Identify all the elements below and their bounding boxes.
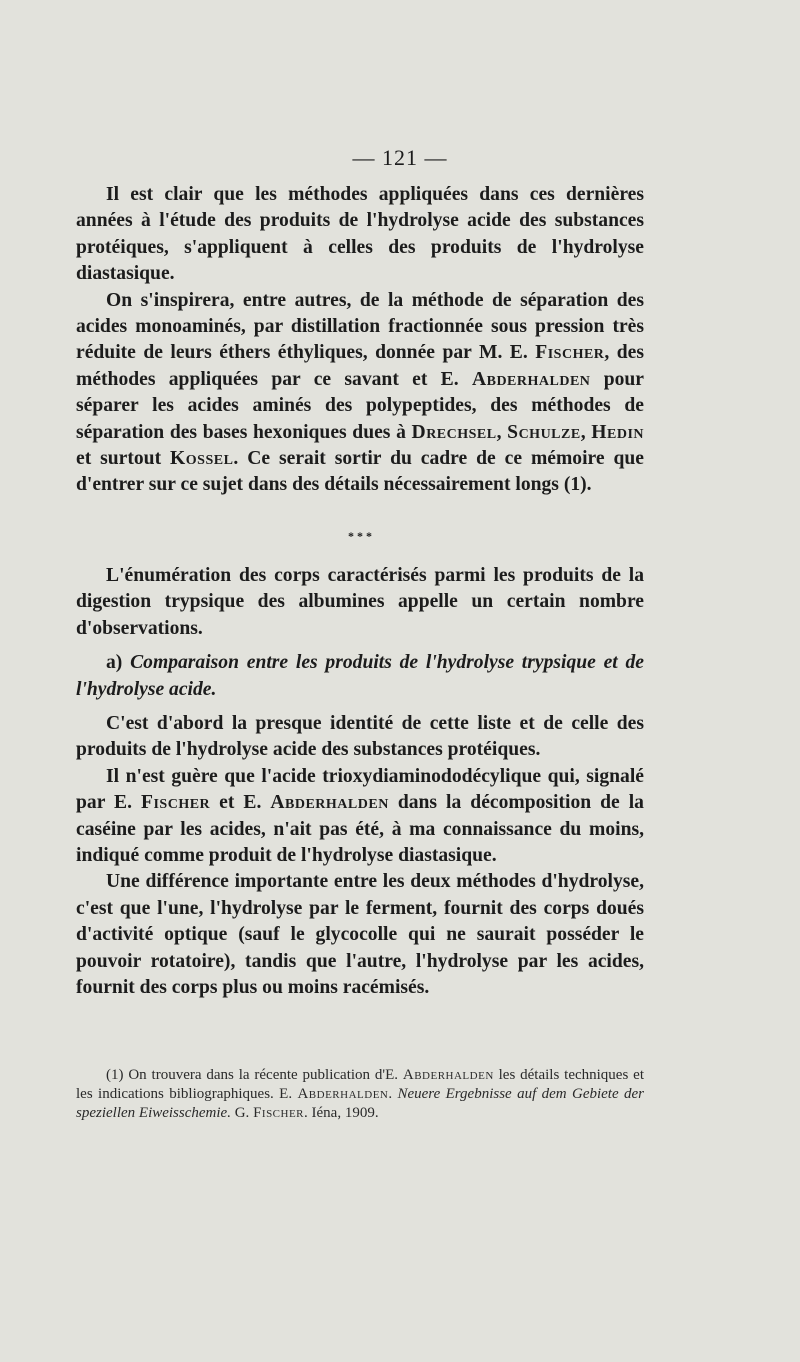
- spacer: [76, 703, 644, 711]
- main-text: [76, 182, 644, 1001]
- footnote-sep: .: [388, 1086, 398, 1102]
- author-abderhalden: Abderhalden: [270, 792, 389, 814]
- footnote-text-a: (1) On trouvera dans la récente publication d'E.: [106, 1067, 403, 1083]
- section-separator: [76, 528, 644, 543]
- author-kossel: Kossel: [170, 448, 234, 470]
- paragraph-a2: [76, 764, 644, 870]
- page-number-header: — 121 —: [352, 145, 448, 170]
- comma-1: ,: [496, 421, 508, 443]
- paragraph-2-text-c: pour séparer les acides aminés des polypeptides, des méthodes de séparation des bases hexoniques dues à: [76, 368, 645, 443]
- author-schulze: Schulze: [507, 421, 581, 443]
- paragraph-2-text-d: et surtout: [76, 448, 171, 470]
- footnote-author-abderhalden-2: Abderhalden: [297, 1086, 389, 1102]
- author-hedin: Hedin: [591, 421, 645, 443]
- paragraph-2-text-b: , des méthodes appliquées par ce savant et E.: [76, 342, 644, 390]
- paragraph-a3: Une différence importante entre les deux méthodes d'hydrolyse, c'est que l'une, l'hydrolyse par le ferment, fournit des corps doués d'activité optique (sauf le glycocolle qui ne saurait posséder le pouvoir rotatoire), tandis que l'autre, l'hydrolyse par les acides, fournit des corps plus ou moins racémisés.: [76, 871, 644, 998]
- subheading: [76, 650, 644, 703]
- author-fischer: Fischer: [535, 342, 605, 364]
- paragraph-1: Il est clair que les méthodes appliquées dans ces dernières années à l'étude des produits de l'hydrolyse acide des substances protéiques, s'appliquent à celles des produits de l'hydrolyse diastasique.: [76, 184, 644, 285]
- footnote-author-abderhalden: Abderhalden: [402, 1067, 494, 1083]
- paragraph-a1: C'est d'abord la presque identité de cette liste et de celle des produits de l'hydrolyse acide des substances protéiques.: [76, 712, 644, 761]
- paragraph-a2-text-b: et E.: [210, 792, 271, 814]
- author-drechsel: Drechsel: [411, 421, 497, 443]
- author-abderhalden: Abderhalden: [471, 368, 591, 390]
- footnote-text-c: G.: [230, 1105, 254, 1121]
- author-fischer: Fischer: [141, 792, 211, 814]
- paragraph-2: [76, 288, 644, 499]
- paragraph-a2-text-a: Il n'est guère que l'acide trioxydiaminododécylique qui, signalé par E.: [76, 765, 644, 814]
- footnote-text-d: . Iéna, 1909.: [304, 1105, 379, 1121]
- comma-2: ,: [580, 421, 592, 443]
- footnote-book-title: Neuere Ergebnisse auf dem Gebiete der speziellen Eiweisschemie.: [76, 1086, 645, 1121]
- footnote-text: [76, 1066, 644, 1123]
- section-intro: L'énumération des corps caractérisés parmi les produits de la digestion trypsique des albumines appelle un certain nombre d'observations.: [76, 564, 644, 639]
- paragraph-2-text-e: . Ce serait sortir du cadre de ce mémoire que d'entrer sur ce sujet dans des détails nécessairement longs (1).: [76, 448, 644, 496]
- separator-stars: * * *: [348, 528, 372, 543]
- footnote-author-fischer: Fischer: [253, 1105, 305, 1121]
- footnote: [76, 1066, 644, 1123]
- paragraph-2-text-a: On s'inspirera, entre autres, de la méthode de séparation des acides monoaminés, par distillation fractionnée sous pression très réduite de leurs éthers éthyliques, donnée par M. E.: [76, 289, 644, 364]
- subheading-title: Comparaison entre les produits de l'hydrolyse trypsique et de l'hydrolyse acide.: [76, 652, 645, 700]
- spacer: [76, 642, 644, 650]
- footnote-text-b: les détails techniques et les indications bibliographiques. E.: [76, 1067, 644, 1102]
- paragraph-a2-text-c: dans la décomposition de la caséine par les acides, n'ait pas été, à ma connaissance du moins, indiqué comme produit de l'hydrolyse diastasique.: [76, 792, 644, 866]
- subheading-marker: a): [106, 652, 123, 674]
